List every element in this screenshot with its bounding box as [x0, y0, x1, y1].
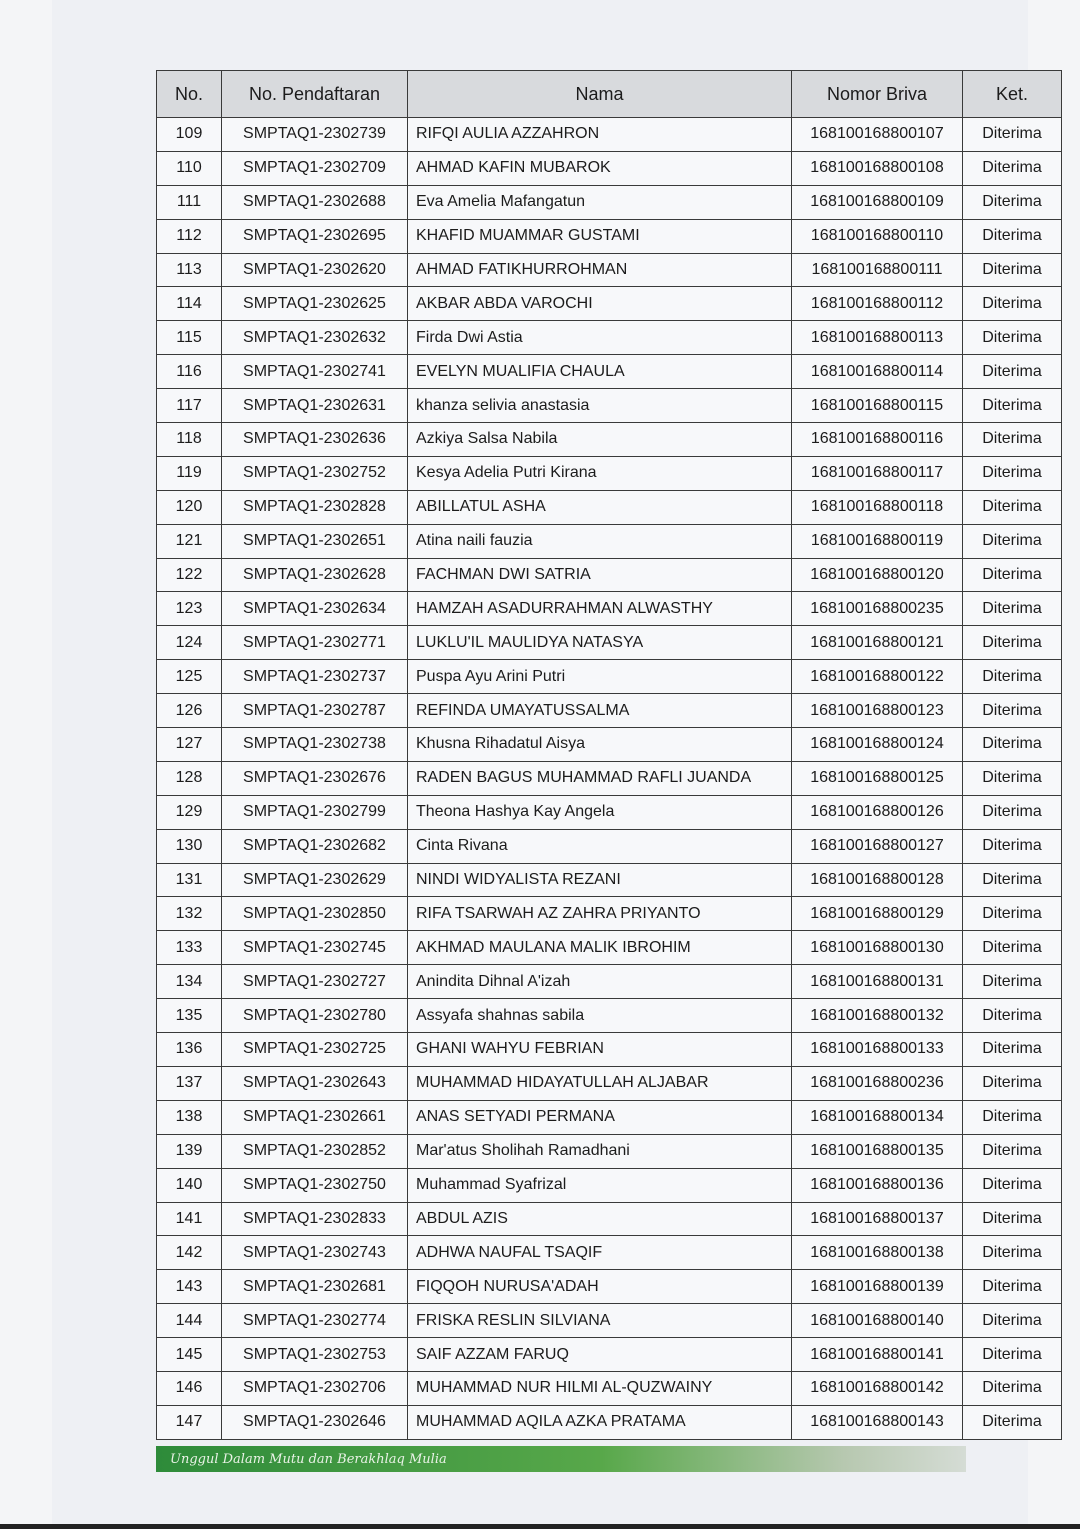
table-row [157, 456, 1062, 490]
cell-name: REFINDA UMAYATUSSALMA [408, 694, 792, 728]
table-row [157, 897, 1062, 931]
cell-briva-number: 168100168800140 [792, 1304, 963, 1338]
table-body [157, 118, 1062, 1440]
cell-briva-number: 168100168800115 [792, 389, 963, 423]
cell-name: AHMAD KAFIN MUBAROK [408, 151, 792, 185]
cell-briva-number: 168100168800133 [792, 1033, 963, 1067]
cell-name: Puspa Ayu Arini Putri [408, 660, 792, 694]
cell-registration-number: SMPTAQ1-2302850 [222, 897, 408, 931]
cell-briva-number: 168100168800136 [792, 1168, 963, 1202]
cell-name: NINDI WIDYALISTA REZANI [408, 863, 792, 897]
cell-no: 132 [157, 897, 222, 931]
cell-briva-number: 168100168800113 [792, 321, 963, 355]
cell-briva-number: 168100168800107 [792, 118, 963, 152]
cell-no: 131 [157, 863, 222, 897]
cell-no: 145 [157, 1338, 222, 1372]
cell-status: Diterima [963, 219, 1062, 253]
cell-registration-number: SMPTAQ1-2302682 [222, 829, 408, 863]
table-row [157, 863, 1062, 897]
cell-name: Azkiya Salsa Nabila [408, 423, 792, 457]
cell-no: 111 [157, 185, 222, 219]
cell-status: Diterima [963, 1168, 1062, 1202]
cell-status: Diterima [963, 728, 1062, 762]
cell-registration-number: SMPTAQ1-2302852 [222, 1134, 408, 1168]
cell-registration-number: SMPTAQ1-2302631 [222, 389, 408, 423]
table-row [157, 389, 1062, 423]
cell-briva-number: 168100168800131 [792, 965, 963, 999]
cell-status: Diterima [963, 185, 1062, 219]
cell-briva-number: 168100168800109 [792, 185, 963, 219]
cell-briva-number: 168100168800110 [792, 219, 963, 253]
cell-registration-number: SMPTAQ1-2302725 [222, 1033, 408, 1067]
cell-name: RIFA TSARWAH AZ ZAHRA PRIYANTO [408, 897, 792, 931]
cell-status: Diterima [963, 1033, 1062, 1067]
table-row [157, 118, 1062, 152]
cell-briva-number: 168100168800142 [792, 1371, 963, 1405]
cell-briva-number: 168100168800124 [792, 728, 963, 762]
cell-name: AKHMAD MAULANA MALIK IBROHIM [408, 931, 792, 965]
cell-status: Diterima [963, 1100, 1062, 1134]
cell-briva-number: 168100168800141 [792, 1338, 963, 1372]
cell-status: Diterima [963, 1405, 1062, 1439]
cell-name: ABILLATUL ASHA [408, 490, 792, 524]
cell-status: Diterima [963, 287, 1062, 321]
cell-name: AKBAR ABDA VAROCHI [408, 287, 792, 321]
cell-no: 112 [157, 219, 222, 253]
cell-status: Diterima [963, 761, 1062, 795]
cell-briva-number: 168100168800122 [792, 660, 963, 694]
header-registration-number: No. Pendaftaran [222, 71, 408, 118]
cell-name: RADEN BAGUS MUHAMMAD RAFLI JUANDA [408, 761, 792, 795]
page-left-margin [0, 0, 52, 1529]
cell-no: 122 [157, 558, 222, 592]
cell-name: AHMAD FATIKHURROHMAN [408, 253, 792, 287]
cell-briva-number: 168100168800111 [792, 253, 963, 287]
cell-registration-number: SMPTAQ1-2302771 [222, 626, 408, 660]
cell-status: Diterima [963, 626, 1062, 660]
table-row [157, 660, 1062, 694]
cell-status: Diterima [963, 1066, 1062, 1100]
cell-registration-number: SMPTAQ1-2302636 [222, 423, 408, 457]
cell-name: Anindita Dihnal A'izah [408, 965, 792, 999]
table-row [157, 185, 1062, 219]
cell-briva-number: 168100168800119 [792, 524, 963, 558]
cell-no: 134 [157, 965, 222, 999]
cell-registration-number: SMPTAQ1-2302780 [222, 999, 408, 1033]
cell-registration-number: SMPTAQ1-2302629 [222, 863, 408, 897]
table-row [157, 524, 1062, 558]
cell-no: 109 [157, 118, 222, 152]
cell-status: Diterima [963, 1236, 1062, 1270]
cell-status: Diterima [963, 355, 1062, 389]
cell-briva-number: 168100168800139 [792, 1270, 963, 1304]
cell-registration-number: SMPTAQ1-2302634 [222, 592, 408, 626]
cell-name: LUKLU'IL MAULIDYA NATASYA [408, 626, 792, 660]
cell-status: Diterima [963, 253, 1062, 287]
cell-no: 142 [157, 1236, 222, 1270]
cell-no: 144 [157, 1304, 222, 1338]
cell-no: 141 [157, 1202, 222, 1236]
cell-registration-number: SMPTAQ1-2302632 [222, 321, 408, 355]
cell-registration-number: SMPTAQ1-2302695 [222, 219, 408, 253]
cell-status: Diterima [963, 897, 1062, 931]
cell-registration-number: SMPTAQ1-2302752 [222, 456, 408, 490]
cell-status: Diterima [963, 1134, 1062, 1168]
cell-briva-number: 168100168800112 [792, 287, 963, 321]
cell-name: Atina naili fauzia [408, 524, 792, 558]
cell-no: 133 [157, 931, 222, 965]
table-row [157, 795, 1062, 829]
cell-name: FIQQOH NURUSA'ADAH [408, 1270, 792, 1304]
cell-status: Diterima [963, 321, 1062, 355]
table-row [157, 1371, 1062, 1405]
cell-registration-number: SMPTAQ1-2302745 [222, 931, 408, 965]
cell-no: 121 [157, 524, 222, 558]
cell-no: 143 [157, 1270, 222, 1304]
cell-name: SAIF AZZAM FARUQ [408, 1338, 792, 1372]
footer-motto: Unggul Dalam Mutu dan Berakhlaq Mulia [170, 1451, 447, 1467]
cell-briva-number: 168100168800108 [792, 151, 963, 185]
table-row [157, 1100, 1062, 1134]
cell-no: 137 [157, 1066, 222, 1100]
cell-briva-number: 168100168800114 [792, 355, 963, 389]
cell-no: 139 [157, 1134, 222, 1168]
cell-registration-number: SMPTAQ1-2302651 [222, 524, 408, 558]
table-row [157, 728, 1062, 762]
cell-registration-number: SMPTAQ1-2302709 [222, 151, 408, 185]
cell-no: 135 [157, 999, 222, 1033]
cell-status: Diterima [963, 1304, 1062, 1338]
registration-table [156, 70, 1062, 1440]
table-row [157, 999, 1062, 1033]
cell-registration-number: SMPTAQ1-2302625 [222, 287, 408, 321]
header-name: Nama [408, 71, 792, 118]
table-row [157, 1066, 1062, 1100]
cell-registration-number: SMPTAQ1-2302739 [222, 118, 408, 152]
cell-registration-number: SMPTAQ1-2302676 [222, 761, 408, 795]
table-row [157, 151, 1062, 185]
cell-name: Firda Dwi Astia [408, 321, 792, 355]
table-row [157, 1202, 1062, 1236]
cell-status: Diterima [963, 389, 1062, 423]
cell-no: 110 [157, 151, 222, 185]
cell-no: 140 [157, 1168, 222, 1202]
cell-status: Diterima [963, 490, 1062, 524]
cell-name: ABDUL AZIS [408, 1202, 792, 1236]
cell-registration-number: SMPTAQ1-2302681 [222, 1270, 408, 1304]
cell-name: FRISKA RESLIN SILVIANA [408, 1304, 792, 1338]
cell-no: 117 [157, 389, 222, 423]
cell-registration-number: SMPTAQ1-2302787 [222, 694, 408, 728]
cell-status: Diterima [963, 118, 1062, 152]
cell-no: 127 [157, 728, 222, 762]
cell-status: Diterima [963, 1371, 1062, 1405]
cell-registration-number: SMPTAQ1-2302743 [222, 1236, 408, 1270]
table-row [157, 829, 1062, 863]
cell-briva-number: 168100168800138 [792, 1236, 963, 1270]
cell-briva-number: 168100168800116 [792, 423, 963, 457]
cell-name: RIFQI AULIA AZZAHRON [408, 118, 792, 152]
table-row [157, 931, 1062, 965]
cell-registration-number: SMPTAQ1-2302661 [222, 1100, 408, 1134]
cell-briva-number: 168100168800143 [792, 1405, 963, 1439]
cell-briva-number: 168100168800117 [792, 456, 963, 490]
cell-name: KHAFID MUAMMAR GUSTAMI [408, 219, 792, 253]
cell-registration-number: SMPTAQ1-2302741 [222, 355, 408, 389]
cell-name: FACHMAN DWI SATRIA [408, 558, 792, 592]
cell-name: Muhammad Syafrizal [408, 1168, 792, 1202]
cell-registration-number: SMPTAQ1-2302737 [222, 660, 408, 694]
table-row [157, 1134, 1062, 1168]
cell-status: Diterima [963, 592, 1062, 626]
cell-briva-number: 168100168800126 [792, 795, 963, 829]
cell-name: GHANI WAHYU FEBRIAN [408, 1033, 792, 1067]
table-row [157, 355, 1062, 389]
cell-registration-number: SMPTAQ1-2302738 [222, 728, 408, 762]
cell-no: 126 [157, 694, 222, 728]
cell-no: 128 [157, 761, 222, 795]
cell-name: Eva Amelia Mafangatun [408, 185, 792, 219]
cell-status: Diterima [963, 795, 1062, 829]
cell-status: Diterima [963, 456, 1062, 490]
cell-status: Diterima [963, 151, 1062, 185]
table-row [157, 423, 1062, 457]
cell-no: 129 [157, 795, 222, 829]
table-row [157, 219, 1062, 253]
cell-status: Diterima [963, 965, 1062, 999]
table-row [157, 1338, 1062, 1372]
cell-briva-number: 168100168800125 [792, 761, 963, 795]
cell-no: 123 [157, 592, 222, 626]
cell-name: HAMZAH ASADURRAHMAN ALWASTHY [408, 592, 792, 626]
table-row [157, 592, 1062, 626]
cell-briva-number: 168100168800118 [792, 490, 963, 524]
cell-briva-number: 168100168800137 [792, 1202, 963, 1236]
cell-no: 146 [157, 1371, 222, 1405]
cell-status: Diterima [963, 1202, 1062, 1236]
cell-registration-number: SMPTAQ1-2302727 [222, 965, 408, 999]
cell-briva-number: 168100168800130 [792, 931, 963, 965]
cell-no: 147 [157, 1405, 222, 1439]
cell-registration-number: SMPTAQ1-2302774 [222, 1304, 408, 1338]
cell-status: Diterima [963, 863, 1062, 897]
cell-name: MUHAMMAD HIDAYATULLAH ALJABAR [408, 1066, 792, 1100]
cell-status: Diterima [963, 694, 1062, 728]
table-row [157, 761, 1062, 795]
cell-briva-number: 168100168800121 [792, 626, 963, 660]
cell-briva-number: 168100168800132 [792, 999, 963, 1033]
header-no: No. [157, 71, 222, 118]
cell-name: ANAS SETYADI PERMANA [408, 1100, 792, 1134]
cell-no: 130 [157, 829, 222, 863]
cell-registration-number: SMPTAQ1-2302646 [222, 1405, 408, 1439]
table-row [157, 1168, 1062, 1202]
table-row [157, 1270, 1062, 1304]
cell-status: Diterima [963, 423, 1062, 457]
cell-registration-number: SMPTAQ1-2302628 [222, 558, 408, 592]
cell-briva-number: 168100168800134 [792, 1100, 963, 1134]
table-row [157, 626, 1062, 660]
header-status: Ket. [963, 71, 1062, 118]
cell-briva-number: 168100168800235 [792, 592, 963, 626]
cell-no: 125 [157, 660, 222, 694]
table-row [157, 1405, 1062, 1439]
table-row [157, 558, 1062, 592]
table-row [157, 694, 1062, 728]
footer-banner [156, 1446, 966, 1472]
cell-registration-number: SMPTAQ1-2302753 [222, 1338, 408, 1372]
cell-name: EVELYN MUALIFIA CHAULA [408, 355, 792, 389]
scan-bottom-edge [0, 1524, 1080, 1529]
cell-status: Diterima [963, 829, 1062, 863]
cell-status: Diterima [963, 1338, 1062, 1372]
cell-registration-number: SMPTAQ1-2302833 [222, 1202, 408, 1236]
cell-status: Diterima [963, 524, 1062, 558]
cell-registration-number: SMPTAQ1-2302643 [222, 1066, 408, 1100]
cell-name: Mar'atus Sholihah Ramadhani [408, 1134, 792, 1168]
cell-name: Kesya Adelia Putri Kirana [408, 456, 792, 490]
cell-briva-number: 168100168800128 [792, 863, 963, 897]
header-briva-number: Nomor Briva [792, 71, 963, 118]
cell-status: Diterima [963, 660, 1062, 694]
cell-no: 136 [157, 1033, 222, 1067]
cell-briva-number: 168100168800236 [792, 1066, 963, 1100]
cell-briva-number: 168100168800127 [792, 829, 963, 863]
cell-no: 138 [157, 1100, 222, 1134]
table-row [157, 321, 1062, 355]
cell-name: Assyafa shahnas sabila [408, 999, 792, 1033]
cell-no: 118 [157, 423, 222, 457]
cell-registration-number: SMPTAQ1-2302620 [222, 253, 408, 287]
table-row [157, 490, 1062, 524]
cell-name: MUHAMMAD AQILA AZKA PRATAMA [408, 1405, 792, 1439]
cell-no: 116 [157, 355, 222, 389]
cell-no: 119 [157, 456, 222, 490]
cell-no: 120 [157, 490, 222, 524]
cell-briva-number: 168100168800123 [792, 694, 963, 728]
cell-no: 115 [157, 321, 222, 355]
cell-briva-number: 168100168800120 [792, 558, 963, 592]
cell-registration-number: SMPTAQ1-2302799 [222, 795, 408, 829]
cell-status: Diterima [963, 1270, 1062, 1304]
cell-registration-number: SMPTAQ1-2302828 [222, 490, 408, 524]
cell-status: Diterima [963, 558, 1062, 592]
cell-registration-number: SMPTAQ1-2302750 [222, 1168, 408, 1202]
cell-no: 114 [157, 287, 222, 321]
table-row [157, 287, 1062, 321]
cell-status: Diterima [963, 931, 1062, 965]
cell-registration-number: SMPTAQ1-2302706 [222, 1371, 408, 1405]
cell-no: 113 [157, 253, 222, 287]
table-row [157, 1033, 1062, 1067]
cell-registration-number: SMPTAQ1-2302688 [222, 185, 408, 219]
table-header-row [157, 71, 1062, 118]
cell-name: MUHAMMAD NUR HILMI AL-QUZWAINY [408, 1371, 792, 1405]
table-row [157, 1236, 1062, 1270]
table-row [157, 1304, 1062, 1338]
cell-name: Khusna Rihadatul Aisya [408, 728, 792, 762]
cell-name: khanza selivia anastasia [408, 389, 792, 423]
cell-name: Theona Hashya Kay Angela [408, 795, 792, 829]
table-row [157, 965, 1062, 999]
cell-briva-number: 168100168800135 [792, 1134, 963, 1168]
cell-briva-number: 168100168800129 [792, 897, 963, 931]
cell-name: Cinta Rivana [408, 829, 792, 863]
cell-name: ADHWA NAUFAL TSAQIF [408, 1236, 792, 1270]
table-row [157, 253, 1062, 287]
cell-no: 124 [157, 626, 222, 660]
cell-status: Diterima [963, 999, 1062, 1033]
